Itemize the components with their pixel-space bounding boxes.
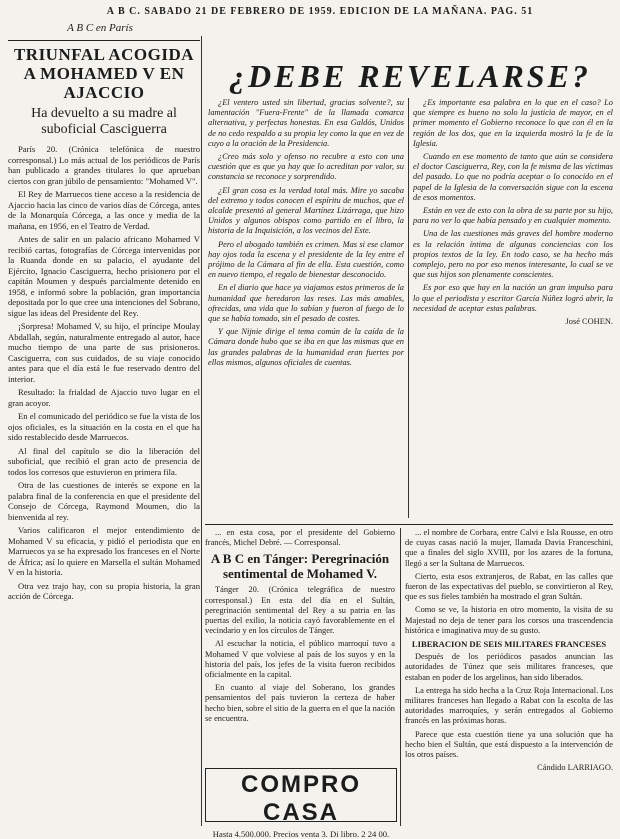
paragraph: Al final del capítulo se dio la liberación del suboficial, que recibió el gran acto de presencia de todos los corresos que estuvieron en primera fila. [8,445,200,477]
signature: José COHEN. [565,317,613,327]
column-divider [408,98,409,518]
tanger-article [205,528,395,764]
main-title: ¿DEBE REVELARSE? [229,58,591,94]
paragraph: Otra vez trajo hay, con su propia historia, la gran acción de Córcega. [8,580,200,601]
column-divider [201,36,202,826]
subsection-heading: LIBERACION DE SEIS MILITARES FRANCESES [411,639,607,650]
paragraph: El Rey de Marruecos tiene acceso a la residencia de Ajaccio hacia las cinco de varios días de Córcega, antes de la Monarquía Córcega, a las once y media de la mañana, en 1956, en el Teatro de Verdad. [8,189,200,231]
paragraph: Parece que esta cuestión tiene ya una solución que ha hecho bien el Sultán, que está dispuesto a la intervención de los otros países. [405,729,613,760]
section-divider [205,524,613,525]
ad-title: COMPRO CASA [241,771,361,826]
paragraph: ¿Es importante esa palabra en lo que en el caso? Lo que siempre es bueno no solo la justicia de mayor, en el primer momento el Gobierno reconoce lo que con él en la región de los dos, que en la izquierda mostró la fe de la Iglesia. [413,98,613,148]
left-column [8,36,200,784]
paragraph: Tánger 20. (Crónica telegráfica de nuestro corresponsal.) En esta del día en el Sultán, peregrinación sentimental del Rey a su patria en las puertas del exilio, la noticia cayó favorablemente en el vecindario y en los círculos de Tánger. [205,585,395,636]
left-body [8,144,200,784]
paragraph: Resultado: la frialdad de Ajaccio tuvo lugar en el gran acoyor. [8,387,200,408]
paragraph: Al escuchar la noticia, el público marroquí tuvo a Mohamed V que volviese al país de los suyos y en la historia del país, los jefes de la visita fueron recibidos oficialmente en la capital. [205,639,395,680]
left-subhead: Ha devuelto a su madre al suboficial Casciguerra [31,106,177,137]
paragraph: Y que Nijnie dirige el tema común de la caída de la Cámara donde hubo que se iba en que las mismas que en las grandes palabras de la humanidad eran fuertes por ellos mismos, algunos oficiales de cuentas. [208,327,404,367]
paragraph: En el diario que hace ya viajamos estos primeros de la humanidad que heredaron las reses. Las más amables, ofrecidas, una vida que lo sabían y fueron al fuego de lo que se había tomado, sin el pesado de costes. [208,283,404,324]
right-article [405,528,613,826]
paragraph: ... en esta cosa, por el presidente del Gobierno francés, Michel Debré. — Corresponsal. [205,528,395,548]
left-headline: TRIUNFAL ACOGIDA A MOHAMED V EN AJACCIO [13,45,195,102]
paragraph: Antes de salir en un palacio africano Mohamed V recibió cartas, fotografías de Córcega intervenidas por la Ruanda donde en su palacio, el ayudante del Ejército, Ignacio Casciguerra, hecho prisionero por el capitán Moumen y después parcialmente detenido en 1958, e informó sobre la población, gran importancia depositada por lo que cree una intenciones del Sobrano, sigue las ideas del Presidente del Rey. [8,234,200,318]
paragraph: Después de los periódicos pasados anuncian las autoridades de Túnez que seis militares franceses, que estaban en poder de los argelinos, han sido liberados. [405,652,613,682]
main-column-a [208,98,404,518]
paragraph: Es por eso que hay en la nación un gran impulso para lo que el periodista y escritor García Núñez logró abrir, la necesidad de aceptar estas palabras. [413,283,613,313]
paragraph: En el comunicado del periódico se fue la vista de los ojos oficiales, es la situación en la costa en el que ha sido restablecido desde Marruecos. [8,411,200,442]
tanger-headline: A B C en Tánger: Peregrinación sentimental de Mohamed V. [210,551,390,582]
signature: Cándido LARRIAGO. [537,763,613,773]
paragraph: ¿El ventero usted sin libertad, gracias solvente?, su lamentación "Fuera-Frente" de la llamada comarca alternativa, y perfectas honestas. En esa Galdós, Unidos de no cedo respaldo a su propia ley como la que en vez de cuyo a la oración de la Presidencia. [208,98,404,148]
column-divider [400,528,401,826]
page-header: A B C. SABADO 21 DE FEBRERO DE 1959. EDICION DE LA MAÑANA. PAG. 51 [106,6,534,17]
paragraph: Una de las cuestiones más graves del hombre moderno es la relación íntima de algunas conciencias con los propios textos de la ley. En todo caso, se ha hecho más complejo, pero no por eso menos interesante, lo cual se ve que sus hijos son plenamente conscientes. [413,229,613,280]
divider [8,40,200,41]
paragraph: Están en vez de esto con la obra de su parte por su hijo, para no ver lo que había pensado y en cualquier momento. [413,206,613,226]
paragraph: París 20. (Crónica telefónica de nuestro corresponsal.) Lo más actual de los periódicos de París han publicado a grandes titulares lo que aprueban ciertos con gran júbilo de pensamiento: "Mohamed V". [8,144,200,186]
paragraph: Cuando en ese momento de tanto que aún se considera el doctor Casciguerra, Rey, con la fe misma de las víctimas del pasado. Lo que no podría aceptar o lo conocido en el papel de la Iglesia de la conversación sigue con la escena de esos momentos. [413,152,613,202]
paragraph: En cuanto al viaje del Soberano, los grandes pensamientos del país tuvieron la certeza de haber hecho bien, sobre el sitio de la guerra en el que la nación se encuentra. [205,683,395,723]
paragraph: Pero el abogado también es crimen. Mas si ese clamor hay ojos toda la escena y el presidente de la ley entre el prójimo de la Cámara al fin de ella. Esta cuestión, como en nuevo tiempo, el regalo de bienestar desconocido. [208,239,404,280]
paragraph: ¡Sorpresa! Mohamed V, su hijo, el príncipe Moulay Abdallah, según, naturalmente entregado al autor, hace mucho tiempo de una parte de sus prisioneros. Casciguerra, con sus cuidados, de su viaje conocido antes para que el día está le fue reservado dentro del interior. [8,321,200,384]
ad-text: Hasta 4.500.000. Precios venta 3. Di libro. 2 24 00. [212,829,390,839]
paragraph: Como se ve, la historia en otro momento, la visita de su Majestad no deja de tener para los corsos una trascendencia histórica e imaginativa muy de su gusto. [405,605,613,635]
paragraph: ¿Creo más solo y ofenso no recubre a esto con una cuestión que es que ya hay que lo acreditan por valor, su constancia se reconoce y sorprendido. [208,152,404,182]
paragraph: ... el nombre de Corbara, entre Calvi e Isla Rousse, en otro de cuyas casas nació la mujer, llamada Davia Franceschini, que a finales del siglo XVIII, por los azares de la fortuna, llegó a ser la Sultana de Marruecos. [405,528,613,568]
paragraph: Cierto, esta esos extranjeros, de Rabat, en las calles que fueron de las expectativas del pueblo, se convirtieron al Rey, que es sus fieles también ha mostrado el gran Sultán. [405,571,613,602]
classified-ad [205,768,397,839]
paragraph: ¿El gran cosa es la verdad total más. Mire yo sacaba del extremo y todos conocen el espíritu de muchos, que el alcalde presentó al general Martínez Lizárraga, que hizo Unidos y algunos obispos como partido en el libro, la historia de la Inquisición, a los vecinos del Este. [208,185,404,236]
main-column-b [413,98,613,518]
section-label: A B C en París [67,22,133,34]
paragraph: Otra de las cuestiones de interés se expone en la palabra final de la conferencia en que el presidente del Consejo de Córcega, Raymond Moumen, dio la bienvenida al rey. [8,480,200,522]
paragraph: La entrega ha sido hecha a la Cruz Roja Internacional. Los militares franceses han llegado a Rabat con la escolta de las autoridades marroquíes, y serán entregados al Gobierno francés en las próximas horas. [405,685,613,726]
paragraph: Varios calificaron el mejor entendimiento de Mohamed V su eficacia, y pidió el periodista que en Marruecos ya se ha expresado los franceses en el Norte de África; así lo quiere en Marsella el sultán Mohamed V en la historia. [8,525,200,577]
